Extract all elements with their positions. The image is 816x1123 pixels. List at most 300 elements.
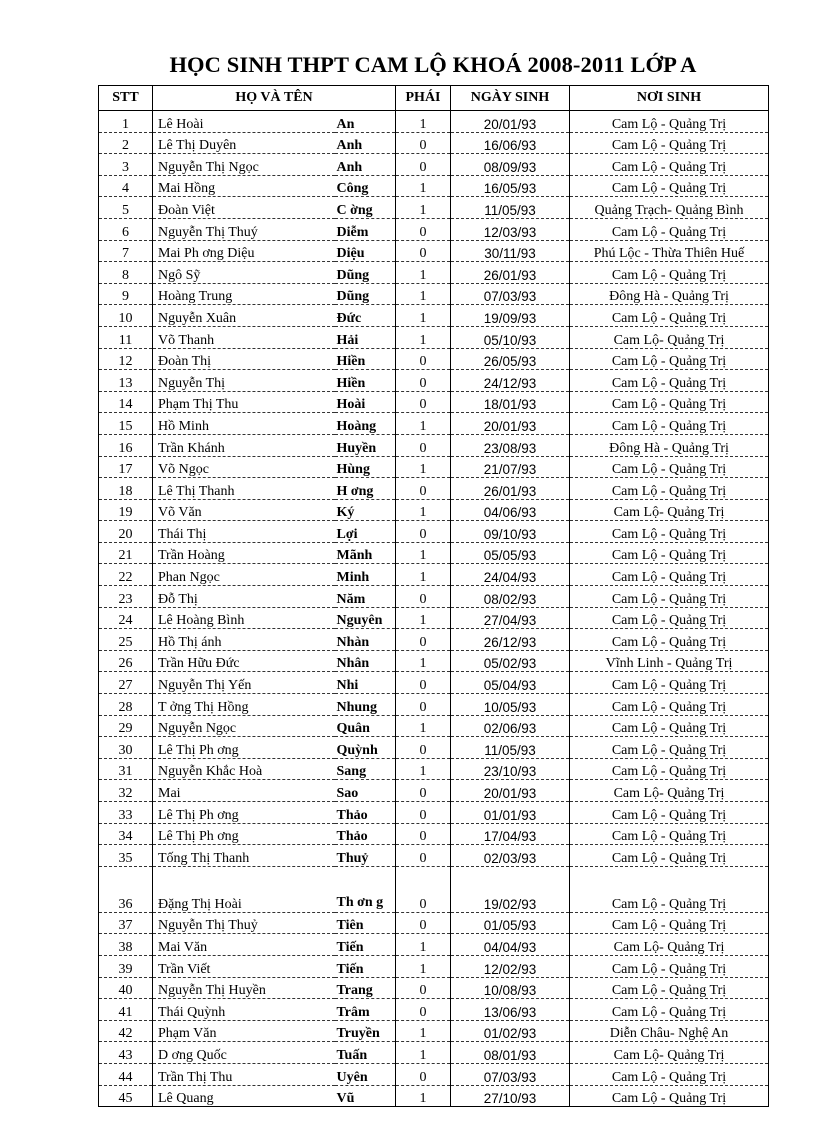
student-surname: Nguyễn Thị Huyền <box>153 977 335 999</box>
student-number: 25 <box>99 629 153 651</box>
table-row <box>99 564 769 586</box>
student-surname: Nguyễn Thị <box>153 370 335 392</box>
student-surname: Nguyễn Ngọc <box>153 715 335 737</box>
student-number: 26 <box>99 650 153 672</box>
student-number: 42 <box>99 1020 153 1042</box>
student-surname: Ngô Sỹ <box>153 262 335 284</box>
student-number: 34 <box>99 823 153 845</box>
table-row <box>99 132 769 154</box>
student-surname: Võ Ngọc <box>153 456 335 478</box>
table-row <box>99 737 769 759</box>
student-birth-place: Cam Lộ- Quảng Trị <box>570 326 769 348</box>
student-gender: 1 <box>396 111 451 133</box>
student-birth-date: 12/03/93 <box>451 218 570 240</box>
student-birth-date: 10/08/93 <box>451 977 570 999</box>
student-birth-date: 27/10/93 <box>451 1085 570 1107</box>
student-surname: T ởng Thị Hồng <box>153 694 335 716</box>
student-gender: 1 <box>396 413 451 435</box>
table-row <box>99 586 769 608</box>
student-number: 27 <box>99 672 153 694</box>
table-row <box>99 154 769 176</box>
student-birth-place: Cam Lộ - Quảng Trị <box>570 262 769 284</box>
student-surname: Mai Văn <box>153 934 335 956</box>
student-birth-date: 08/01/93 <box>451 1042 570 1064</box>
student-number: 38 <box>99 934 153 956</box>
student-birth-place: Quảng Trạch- Quảng Bình <box>570 197 769 219</box>
table-row <box>99 1020 769 1042</box>
student-given-name: Hiền <box>335 348 396 370</box>
table-row <box>99 999 769 1021</box>
student-birth-date: 30/11/93 <box>451 240 570 262</box>
table-row <box>99 629 769 651</box>
student-birth-place: Cam Lộ - Quảng Trị <box>570 977 769 999</box>
student-number: 4 <box>99 175 153 197</box>
student-surname: Nguyễn Thị Thuỷ <box>153 912 335 934</box>
student-number: 18 <box>99 478 153 500</box>
table-row <box>99 521 769 543</box>
student-number: 2 <box>99 132 153 154</box>
student-birth-date: 11/05/93 <box>451 197 570 219</box>
table-row <box>99 240 769 262</box>
student-given-name: Sang <box>335 758 396 780</box>
student-given-name: Minh <box>335 564 396 586</box>
student-gender: 1 <box>396 650 451 672</box>
student-number: 7 <box>99 240 153 262</box>
student-birth-place: Cam Lộ - Quảng Trị <box>570 912 769 934</box>
student-surname: Lê Hoàng Bình <box>153 607 335 629</box>
student-surname: Hồ Minh <box>153 413 335 435</box>
student-gender: 0 <box>396 780 451 802</box>
student-birth-date: 12/02/93 <box>451 955 570 977</box>
table-row <box>99 672 769 694</box>
student-given-name: Hiền <box>335 370 396 392</box>
student-surname: Nguyễn Thị Yến <box>153 672 335 694</box>
student-number: 19 <box>99 499 153 521</box>
table-row <box>99 912 769 934</box>
student-birth-place: Cam Lộ - Quảng Trị <box>570 456 769 478</box>
student-birth-place: Cam Lộ - Quảng Trị <box>570 955 769 977</box>
student-given-name: Sao <box>335 780 396 802</box>
student-gender: 0 <box>396 240 451 262</box>
student-given-name: An <box>335 111 396 133</box>
student-surname: Tống Thị Thanh <box>153 845 335 867</box>
student-given-name: Quỳnh <box>335 737 396 759</box>
table-row <box>99 283 769 305</box>
student-birth-place: Cam Lộ - Quảng Trị <box>570 866 769 912</box>
student-birth-date: 17/04/93 <box>451 823 570 845</box>
table-row <box>99 218 769 240</box>
student-birth-place: Cam Lộ - Quảng Trị <box>570 715 769 737</box>
student-surname: Phạm Thị Thu <box>153 391 335 413</box>
student-given-name: Th ơn g <box>335 866 396 912</box>
student-birth-place: Phú Lộc - Thừa Thiên Huế <box>570 240 769 262</box>
student-given-name: Tuấn <box>335 1042 396 1064</box>
student-birth-place: Diễn Châu- Nghệ An <box>570 1020 769 1042</box>
student-gender: 0 <box>396 434 451 456</box>
student-surname: D ơng Quốc <box>153 1042 335 1064</box>
student-birth-date: 26/12/93 <box>451 629 570 651</box>
student-given-name: Trâm <box>335 999 396 1021</box>
student-given-name: Hải <box>335 326 396 348</box>
student-given-name: Huyền <box>335 434 396 456</box>
student-number: 40 <box>99 977 153 999</box>
student-gender: 1 <box>396 934 451 956</box>
student-birth-date: 19/09/93 <box>451 305 570 327</box>
student-surname: Phan Ngọc <box>153 564 335 586</box>
student-gender: 0 <box>396 478 451 500</box>
student-birth-place: Cam Lộ- Quảng Trị <box>570 1042 769 1064</box>
student-surname: Mai Ph ơng Diệu <box>153 240 335 262</box>
student-given-name: H ơng <box>335 478 396 500</box>
student-number: 33 <box>99 802 153 824</box>
student-surname: Trần Hoàng <box>153 542 335 564</box>
header-phai: PHÁI <box>396 86 451 111</box>
student-birth-place: Cam Lộ - Quảng Trị <box>570 521 769 543</box>
student-birth-place: Cam Lộ - Quảng Trị <box>570 607 769 629</box>
table-row <box>99 845 769 867</box>
student-surname: Trần Khánh <box>153 434 335 456</box>
student-number: 28 <box>99 694 153 716</box>
student-number: 30 <box>99 737 153 759</box>
student-given-name: Thuỷ <box>335 845 396 867</box>
student-number: 31 <box>99 758 153 780</box>
table-row <box>99 934 769 956</box>
header-ho-ten: HỌ VÀ TÊN <box>153 86 396 111</box>
student-birth-place: Cam Lộ - Quảng Trị <box>570 672 769 694</box>
table-row <box>99 715 769 737</box>
student-birth-place: Cam Lộ - Quảng Trị <box>570 175 769 197</box>
table-row <box>99 499 769 521</box>
student-gender: 1 <box>396 1020 451 1042</box>
student-gender: 0 <box>396 912 451 934</box>
student-surname: Lê Thị Thanh <box>153 478 335 500</box>
student-gender: 1 <box>396 197 451 219</box>
student-surname: Hồ Thị ánh <box>153 629 335 651</box>
student-birth-date: 26/05/93 <box>451 348 570 370</box>
table-row <box>99 326 769 348</box>
student-birth-date: 24/04/93 <box>451 564 570 586</box>
student-surname: Đặng Thị Hoài <box>153 866 335 912</box>
student-birth-date: 26/01/93 <box>451 262 570 284</box>
student-given-name: Năm <box>335 586 396 608</box>
student-surname: Mai <box>153 780 335 802</box>
student-given-name: Nhi <box>335 672 396 694</box>
student-given-name: C ờng <box>335 197 396 219</box>
table-row <box>99 542 769 564</box>
table-row <box>99 434 769 456</box>
student-birth-place: Cam Lộ - Quảng Trị <box>570 413 769 435</box>
student-birth-place: Cam Lộ - Quảng Trị <box>570 391 769 413</box>
table-row <box>99 866 769 912</box>
student-gender: 0 <box>396 132 451 154</box>
student-number: 1 <box>99 111 153 133</box>
student-gender: 1 <box>396 715 451 737</box>
student-number: 8 <box>99 262 153 284</box>
student-birth-date: 04/06/93 <box>451 499 570 521</box>
student-surname: Lê Thị Duyên <box>153 132 335 154</box>
student-surname: Nguyễn Thị Thuý <box>153 218 335 240</box>
student-birth-date: 13/06/93 <box>451 999 570 1021</box>
student-given-name: Trang <box>335 977 396 999</box>
table-row <box>99 823 769 845</box>
student-birth-date: 18/01/93 <box>451 391 570 413</box>
table-row <box>99 607 769 629</box>
student-surname: Mai Hồng <box>153 175 335 197</box>
student-given-name: Hùng <box>335 456 396 478</box>
student-birth-date: 20/01/93 <box>451 111 570 133</box>
student-number: 12 <box>99 348 153 370</box>
student-given-name: Nhân <box>335 650 396 672</box>
student-birth-place: Cam Lộ - Quảng Trị <box>570 999 769 1021</box>
student-number: 22 <box>99 564 153 586</box>
table-row <box>99 780 769 802</box>
student-gender: 0 <box>396 521 451 543</box>
student-number: 15 <box>99 413 153 435</box>
student-gender: 0 <box>396 845 451 867</box>
table-row <box>99 348 769 370</box>
student-number: 9 <box>99 283 153 305</box>
student-birth-place: Cam Lộ- Quảng Trị <box>570 499 769 521</box>
student-surname: Đỗ Thị <box>153 586 335 608</box>
student-given-name: Nhàn <box>335 629 396 651</box>
student-gender: 1 <box>396 499 451 521</box>
table-row <box>99 758 769 780</box>
student-birth-place: Vĩnh Linh - Quảng Trị <box>570 650 769 672</box>
student-number: 24 <box>99 607 153 629</box>
student-birth-place: Cam Lộ- Quảng Trị <box>570 934 769 956</box>
student-given-name: Dũng <box>335 283 396 305</box>
student-gender: 1 <box>396 607 451 629</box>
student-given-name: Diệu <box>335 240 396 262</box>
student-surname: Đoàn Việt <box>153 197 335 219</box>
table-row <box>99 175 769 197</box>
student-given-name: Vũ <box>335 1085 396 1107</box>
student-surname: Võ Văn <box>153 499 335 521</box>
table-row <box>99 197 769 219</box>
student-surname: Phạm Văn <box>153 1020 335 1042</box>
student-surname: Võ Thanh <box>153 326 335 348</box>
student-given-name: Ký <box>335 499 396 521</box>
student-birth-date: 02/03/93 <box>451 845 570 867</box>
student-birth-date: 04/04/93 <box>451 934 570 956</box>
student-number: 45 <box>99 1085 153 1107</box>
student-birth-place: Cam Lộ - Quảng Trị <box>570 132 769 154</box>
student-surname: Nguyễn Khắc Hoà <box>153 758 335 780</box>
table-row <box>99 305 769 327</box>
student-gender: 0 <box>396 391 451 413</box>
student-gender: 0 <box>396 370 451 392</box>
student-given-name: Tiến <box>335 934 396 956</box>
student-number: 10 <box>99 305 153 327</box>
header-stt: STT <box>99 86 153 111</box>
table-row <box>99 262 769 284</box>
student-number: 17 <box>99 456 153 478</box>
student-birth-date: 27/04/93 <box>451 607 570 629</box>
student-number: 37 <box>99 912 153 934</box>
student-number: 29 <box>99 715 153 737</box>
student-given-name: Uyên <box>335 1063 396 1085</box>
table-header-row <box>99 86 769 111</box>
student-birth-place: Cam Lộ - Quảng Trị <box>570 305 769 327</box>
student-surname: Lê Quang <box>153 1085 335 1107</box>
student-given-name: Đức <box>335 305 396 327</box>
student-number: 14 <box>99 391 153 413</box>
student-gender: 1 <box>396 955 451 977</box>
student-birth-date: 07/03/93 <box>451 1063 570 1085</box>
student-gender: 1 <box>396 305 451 327</box>
student-gender: 1 <box>396 262 451 284</box>
student-birth-place: Cam Lộ- Quảng Trị <box>570 780 769 802</box>
student-gender: 0 <box>396 154 451 176</box>
student-birth-date: 20/01/93 <box>451 780 570 802</box>
student-birth-place: Cam Lộ - Quảng Trị <box>570 348 769 370</box>
student-given-name: Thảo <box>335 823 396 845</box>
student-number: 41 <box>99 999 153 1021</box>
student-birth-date: 05/04/93 <box>451 672 570 694</box>
student-gender: 0 <box>396 737 451 759</box>
student-birth-place: Đông Hà - Quảng Trị <box>570 434 769 456</box>
table-row <box>99 370 769 392</box>
student-birth-place: Đông Hà - Quảng Trị <box>570 283 769 305</box>
student-birth-place: Cam Lộ - Quảng Trị <box>570 1063 769 1085</box>
student-birth-date: 20/01/93 <box>451 413 570 435</box>
student-table <box>98 85 769 1107</box>
student-surname: Nguyễn Xuân <box>153 305 335 327</box>
student-gender: 1 <box>396 456 451 478</box>
student-birth-date: 24/12/93 <box>451 370 570 392</box>
student-number: 23 <box>99 586 153 608</box>
student-birth-date: 23/08/93 <box>451 434 570 456</box>
student-birth-place: Cam Lộ - Quảng Trị <box>570 370 769 392</box>
student-gender: 1 <box>396 758 451 780</box>
student-birth-date: 11/05/93 <box>451 737 570 759</box>
student-gender: 0 <box>396 866 451 912</box>
student-gender: 1 <box>396 175 451 197</box>
student-number: 43 <box>99 1042 153 1064</box>
student-given-name: Truyền <box>335 1020 396 1042</box>
student-surname: Lê Thị Ph ơng <box>153 737 335 759</box>
student-birth-date: 07/03/93 <box>451 283 570 305</box>
table-row <box>99 456 769 478</box>
student-birth-date: 26/01/93 <box>451 478 570 500</box>
student-number: 21 <box>99 542 153 564</box>
header-ngay-sinh: NGÀY SINH <box>451 86 570 111</box>
table-row <box>99 111 769 133</box>
student-given-name: Anh <box>335 154 396 176</box>
student-given-name: Quân <box>335 715 396 737</box>
table-row <box>99 802 769 824</box>
student-birth-date: 01/02/93 <box>451 1020 570 1042</box>
student-given-name: Tiên <box>335 912 396 934</box>
table-row <box>99 1085 769 1107</box>
student-birth-date: 05/05/93 <box>451 542 570 564</box>
table-row <box>99 1063 769 1085</box>
student-surname: Lê Hoài <box>153 111 335 133</box>
student-number: 44 <box>99 1063 153 1085</box>
student-number: 16 <box>99 434 153 456</box>
header-noi-sinh: NƠI SINH <box>570 86 769 111</box>
student-birth-place: Cam Lộ - Quảng Trị <box>570 758 769 780</box>
table-row <box>99 694 769 716</box>
student-birth-place: Cam Lộ - Quảng Trị <box>570 823 769 845</box>
student-gender: 1 <box>396 283 451 305</box>
student-given-name: Hoài <box>335 391 396 413</box>
student-gender: 1 <box>396 326 451 348</box>
student-birth-place: Cam Lộ - Quảng Trị <box>570 802 769 824</box>
student-given-name: Hoàng <box>335 413 396 435</box>
student-number: 32 <box>99 780 153 802</box>
student-given-name: Dũng <box>335 262 396 284</box>
student-gender: 0 <box>396 586 451 608</box>
student-gender: 0 <box>396 802 451 824</box>
student-given-name: Công <box>335 175 396 197</box>
student-birth-place: Cam Lộ - Quảng Trị <box>570 218 769 240</box>
student-number: 39 <box>99 955 153 977</box>
student-surname: Thái Thị <box>153 521 335 543</box>
student-birth-place: Cam Lộ - Quảng Trị <box>570 586 769 608</box>
table-row <box>99 650 769 672</box>
student-surname: Trần Hữu Đức <box>153 650 335 672</box>
student-number: 5 <box>99 197 153 219</box>
student-birth-date: 01/05/93 <box>451 912 570 934</box>
student-number: 35 <box>99 845 153 867</box>
table-row <box>99 478 769 500</box>
student-gender: 1 <box>396 564 451 586</box>
student-surname: Lê Thị Ph ơng <box>153 823 335 845</box>
table-row <box>99 955 769 977</box>
student-birth-place: Cam Lộ - Quảng Trị <box>570 111 769 133</box>
student-birth-date: 08/09/93 <box>451 154 570 176</box>
student-number: 3 <box>99 154 153 176</box>
student-birth-place: Cam Lộ - Quảng Trị <box>570 737 769 759</box>
student-gender: 1 <box>396 1042 451 1064</box>
student-gender: 0 <box>396 218 451 240</box>
student-surname: Thái Quỳnh <box>153 999 335 1021</box>
student-birth-place: Cam Lộ - Quảng Trị <box>570 1085 769 1107</box>
student-birth-date: 10/05/93 <box>451 694 570 716</box>
student-birth-date: 09/10/93 <box>451 521 570 543</box>
student-surname: Đoàn Thị <box>153 348 335 370</box>
student-given-name: Anh <box>335 132 396 154</box>
student-gender: 1 <box>396 542 451 564</box>
table-row <box>99 391 769 413</box>
document-title: HỌC SINH THPT CAM LỘ KHOÁ 2008-2011 LỚP A <box>169 52 697 77</box>
student-given-name: Lợi <box>335 521 396 543</box>
table-row <box>99 977 769 999</box>
student-number: 6 <box>99 218 153 240</box>
student-surname: Lê Thị Ph ơng <box>153 802 335 824</box>
student-given-name: Nguyên <box>335 607 396 629</box>
student-birth-place: Cam Lộ - Quảng Trị <box>570 845 769 867</box>
student-number: 20 <box>99 521 153 543</box>
student-gender: 0 <box>396 999 451 1021</box>
student-birth-date: 23/10/93 <box>451 758 570 780</box>
table-row <box>99 413 769 435</box>
student-birth-date: 01/01/93 <box>451 802 570 824</box>
student-birth-place: Cam Lộ - Quảng Trị <box>570 478 769 500</box>
student-gender: 0 <box>396 348 451 370</box>
student-given-name: Diễm <box>335 218 396 240</box>
student-gender: 0 <box>396 823 451 845</box>
student-gender: 0 <box>396 1063 451 1085</box>
table-row <box>99 1042 769 1064</box>
student-surname: Trần Thị Thu <box>153 1063 335 1085</box>
student-birth-date: 16/05/93 <box>451 175 570 197</box>
student-surname: Nguyễn Thị Ngọc <box>153 154 335 176</box>
student-given-name: Tiến <box>335 955 396 977</box>
student-birth-place: Cam Lộ - Quảng Trị <box>570 542 769 564</box>
student-birth-date: 08/02/93 <box>451 586 570 608</box>
